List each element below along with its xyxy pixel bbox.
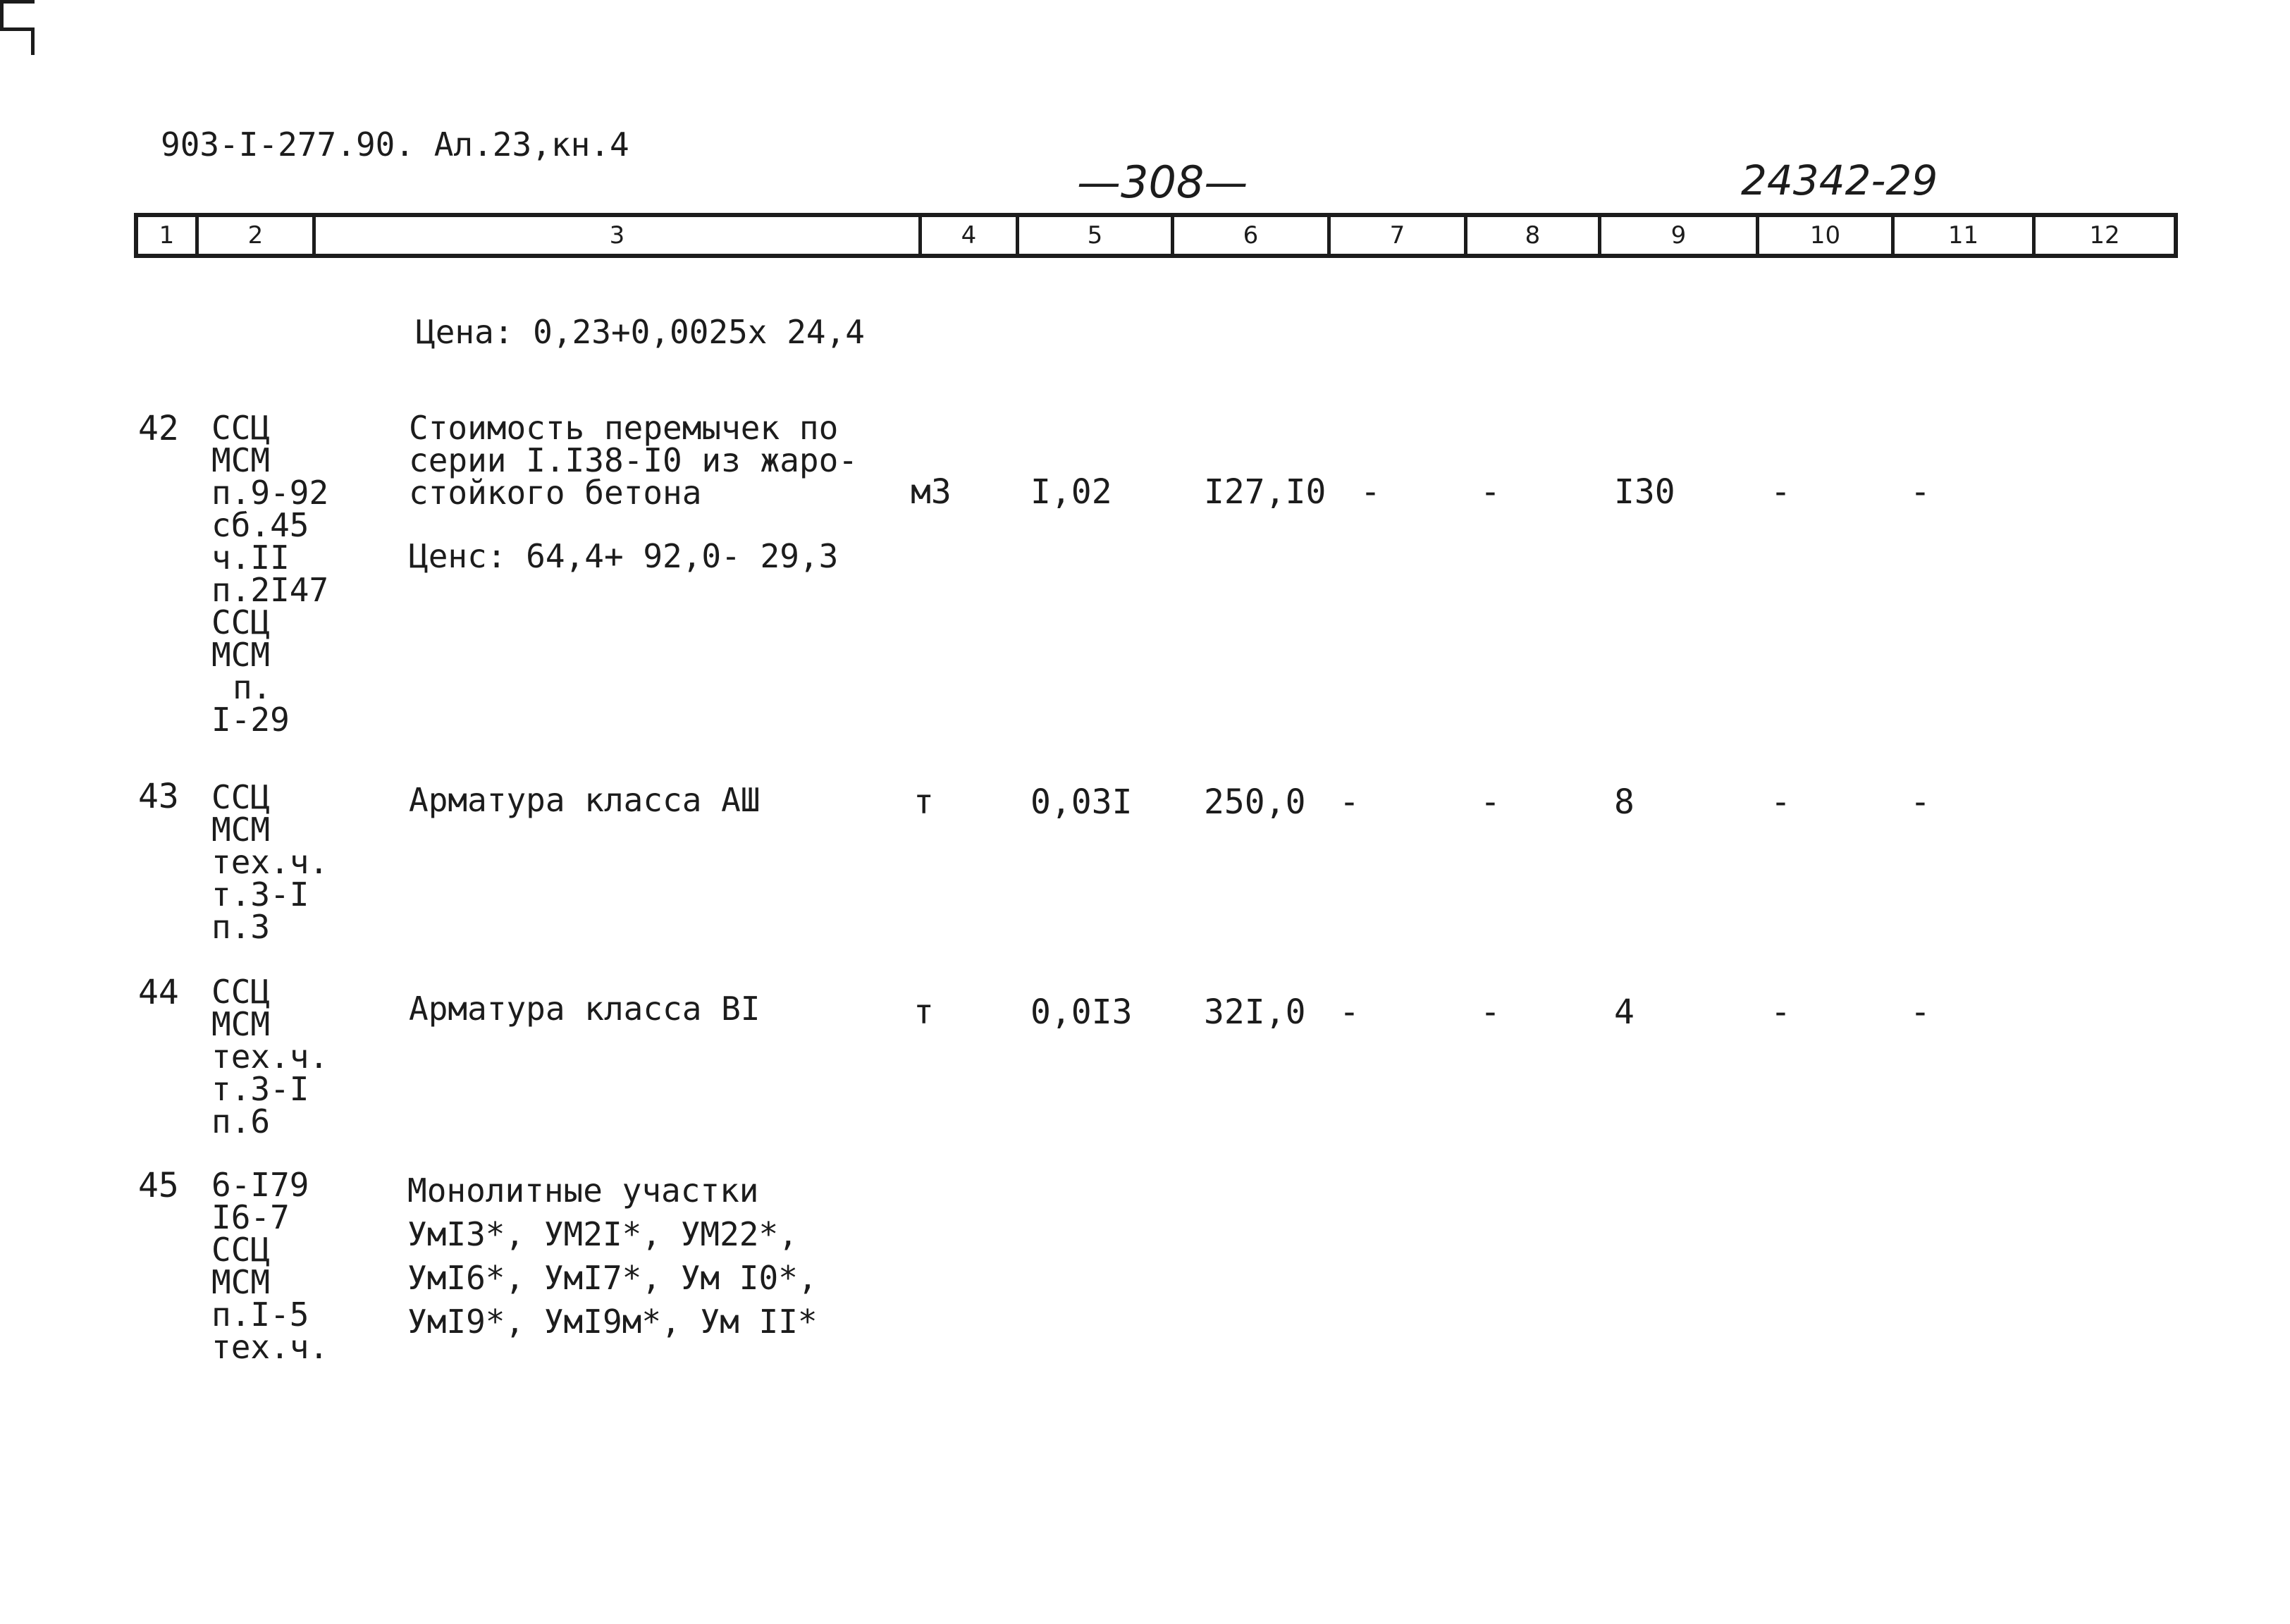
page-number: —308— [1077, 156, 1248, 208]
row-col7: - [1339, 782, 1360, 822]
row-col10: - [1771, 472, 1791, 512]
row-col11: - [1910, 472, 1931, 512]
column-header-1: 1 [138, 217, 199, 254]
row-reference: ССЦ МСМ п.9-92 сб.45 ч.II п.2I47 ССЦ МСМ п. I-29 [211, 409, 329, 739]
corner-mark-right [0, 27, 35, 55]
row-description: Арматура класса АШ [409, 781, 761, 819]
row-unit: м3 [911, 472, 952, 512]
row-price: I27,I0 [1204, 472, 1326, 512]
row-col7: - [1360, 472, 1381, 512]
price-note: Цена: 0,23+0,0025х 24,4 [416, 313, 865, 351]
row-col9: I30 [1614, 472, 1675, 512]
row-description: Стоимость перемычек по серии I.I38-I0 из жаро- стойкого бетона [409, 409, 858, 512]
row-description: Арматура класса ВI [409, 990, 761, 1028]
row-description: Монолитные участки УмI3*, УМ2I*, УМ22*, УмI6*, УмI7*, Ум I0*, УмI9*, УмI9м*, Ум II* [407, 1171, 818, 1341]
column-header-12: 12 [2089, 221, 2120, 250]
row-col10: - [1771, 782, 1791, 822]
column-header-10: 10 [1759, 217, 1895, 254]
row-quantity: I,02 [1030, 472, 1112, 512]
corner-mark-left [0, 0, 35, 27]
row-col8: - [1480, 472, 1501, 512]
row-number: 44 [138, 973, 179, 1012]
column-header-row [134, 213, 2178, 258]
row-col11: - [1910, 782, 1931, 822]
row-price-calc: Ценс: 64,4+ 92,0- 29,3 [409, 537, 839, 575]
row-quantity: 0,0I3 [1030, 992, 1133, 1032]
column-header-11: 11 [1895, 217, 2036, 254]
column-header-8: 8 [1467, 217, 1601, 254]
row-number: 43 [138, 777, 179, 816]
row-col10: - [1771, 992, 1791, 1032]
row-unit: т [913, 782, 934, 822]
column-header-6: 6 [1174, 217, 1331, 254]
row-col9: 8 [1614, 782, 1635, 822]
row-price: 32I,0 [1204, 992, 1306, 1032]
row-number: 42 [138, 409, 179, 448]
row-number: 45 [138, 1166, 179, 1205]
row-unit: т [913, 992, 934, 1032]
row-reference: 6-I79 I6-7 ССЦ МСМ п.I-5 тех.ч. [211, 1166, 329, 1366]
document-reference: 903-I-277.90. Ал.23,кн.4 [161, 125, 629, 164]
row-col7: - [1339, 992, 1360, 1032]
column-header-3: 3 [316, 217, 922, 254]
document-number: 24342-29 [1741, 156, 1938, 204]
row-reference: ССЦ МСМ тех.ч. т.3-I п.6 [211, 973, 329, 1140]
column-header-2: 2 [199, 217, 316, 254]
row-quantity: 0,03I [1030, 782, 1133, 822]
column-header-4: 4 [922, 217, 1019, 254]
column-header-7: 7 [1331, 217, 1467, 254]
column-header-5: 5 [1019, 217, 1174, 254]
row-price: 250,0 [1204, 782, 1306, 822]
row-col9: 4 [1614, 992, 1635, 1032]
row-col8: - [1480, 992, 1501, 1032]
row-reference: ССЦ МСМ тех.ч. т.3-I п.3 [211, 778, 329, 946]
column-header-9: 9 [1601, 217, 1759, 254]
row-col11: - [1910, 992, 1931, 1032]
row-col8: - [1480, 782, 1501, 822]
